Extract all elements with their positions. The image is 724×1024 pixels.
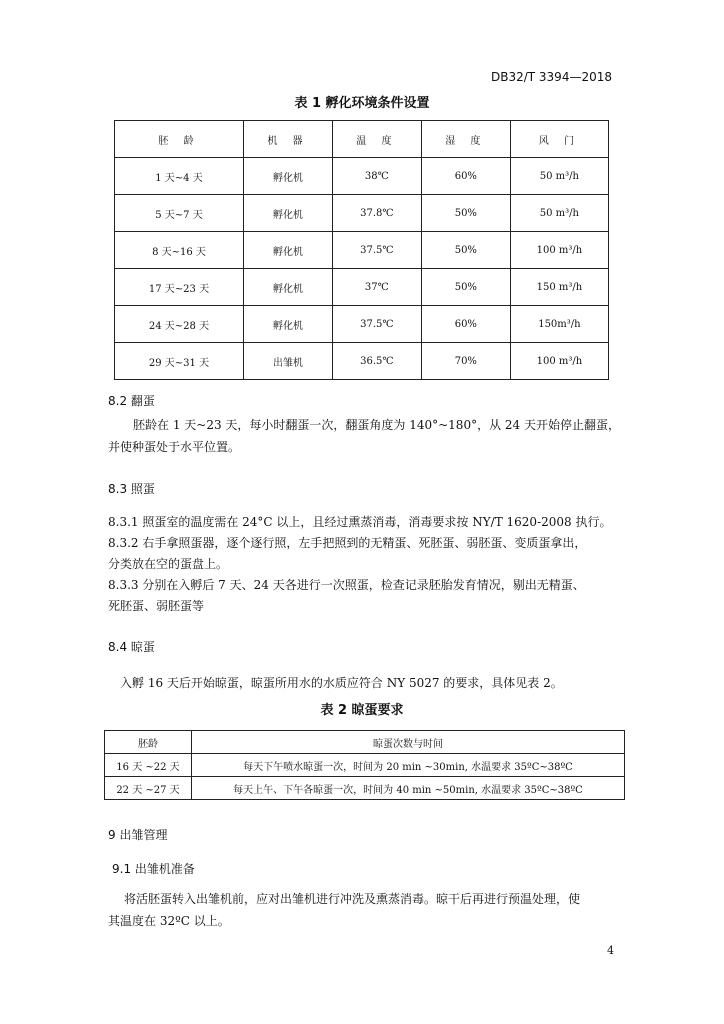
table2-caption: 表 2 晾蛋要求	[320, 703, 404, 718]
table-header-row	[105, 731, 625, 754]
table-cell: 150m³/h	[510, 306, 608, 343]
table-cell: 出雏机	[243, 343, 332, 380]
table-cell: 38℃	[332, 158, 421, 195]
table-cell: 24 天~28 天	[115, 306, 244, 343]
section-8-3-line: 死胚蛋、弱胚蛋等	[108, 599, 205, 613]
table-cell: 孵化机	[243, 158, 332, 195]
table-cell: 70%	[421, 343, 510, 380]
table-cell: 每天上午、下午各晾蛋一次，时间为 40 min ~50min, 水温要求 35ºC~38ºC	[192, 777, 625, 800]
table-row	[105, 777, 625, 800]
header-cell: 风 门	[510, 121, 608, 158]
table1-caption: 表 1 孵化环境条件设置	[294, 96, 430, 111]
table-cell: 22 天 ~27 天	[105, 777, 192, 800]
header-cell: 机 器	[243, 121, 332, 158]
egg-cooling-table	[104, 730, 625, 800]
table-row	[115, 232, 609, 269]
section-9-1-line: 将活胚蛋转入出雏机前，应对出雏机进行冲洗及熏蒸消毒。晾干后再进行预温处理，使	[124, 892, 581, 906]
header-cell: 湿 度	[421, 121, 510, 158]
header-cell: 晾蛋次数与时间	[192, 731, 625, 754]
header-cell: 温 度	[332, 121, 421, 158]
table-cell: 孵化机	[243, 306, 332, 343]
section-8-4-line: 入孵 16 天后开始晾蛋，晾蛋所用水的水质应符合 NY 5027 的要求，具体见表 2。	[120, 676, 563, 690]
section-9-1-line: 其温度在 32ºC 以上。	[108, 914, 230, 928]
incubation-conditions-table	[114, 120, 609, 380]
section-8-3-line: 分类放在空的蛋盘上。	[108, 557, 229, 571]
table-cell: 每天下午喷水晾蛋一次，时间为 20 min ~30min, 水温要求 35ºC~38ºC	[192, 754, 625, 777]
table-cell: 孵化机	[243, 269, 332, 306]
table-cell: 孵化机	[243, 195, 332, 232]
document-number: DB32/T 3394—2018	[490, 70, 612, 84]
section-8-3-line: 8.3.3 分别在入孵后 7 天、24 天各进行一次照蛋，检查记录胚胎发育情况，剔出无精蛋、	[108, 578, 585, 592]
section-8-2-line: 并使种蛋处于水平位置。	[108, 440, 241, 454]
section-8-2-heading: 8.2 翻蛋	[108, 394, 155, 408]
table-cell: 50 m³/h	[510, 158, 608, 195]
table-cell: 孵化机	[243, 232, 332, 269]
table-cell: 50%	[421, 269, 510, 306]
table-row	[115, 269, 609, 306]
table-cell: 17 天~23 天	[115, 269, 244, 306]
table-cell: 8 天~16 天	[115, 232, 244, 269]
table-cell: 50%	[421, 232, 510, 269]
table-row	[115, 158, 609, 195]
table-cell: 5 天~7 天	[115, 195, 244, 232]
section-8-3-line: 8.3.2 右手拿照蛋器，逐个逐行照，左手把照到的无精蛋、死胚蛋、弱胚蛋、变质蛋拿出，	[108, 536, 587, 550]
page-number: 4	[607, 944, 614, 957]
table-row	[115, 306, 609, 343]
table-cell: 150 m³/h	[510, 269, 608, 306]
table-cell: 60%	[421, 158, 510, 195]
table-cell: 1 天~4 天	[115, 158, 244, 195]
table-cell: 37.5℃	[332, 306, 421, 343]
table-cell: 36.5℃	[332, 343, 421, 380]
table-cell: 37.8℃	[332, 195, 421, 232]
table-cell: 60%	[421, 306, 510, 343]
table-cell: 100 m³/h	[510, 343, 608, 380]
section-9-1-heading: 9.1 出雏机准备	[112, 862, 195, 876]
table-cell: 100 m³/h	[510, 232, 608, 269]
section-8-3-line: 8.3.1 照蛋室的温度需在 24°C 以上，且经过熏蒸消毒，消毒要求按 NY/T 1620-2008 执行。	[108, 515, 612, 529]
table-cell: 50 m³/h	[510, 195, 608, 232]
header-cell: 胚龄	[105, 731, 192, 754]
section-8-3-heading: 8.3 照蛋	[108, 482, 155, 496]
section-9-heading: 9 出雏管理	[108, 828, 168, 842]
table-cell: 37℃	[332, 269, 421, 306]
table-header-row	[115, 121, 609, 158]
table-cell: 50%	[421, 195, 510, 232]
table-row	[115, 195, 609, 232]
table-cell: 16 天 ~22 天	[105, 754, 192, 777]
table-row	[115, 343, 609, 380]
table-cell: 37.5℃	[332, 232, 421, 269]
header-cell: 胚 龄	[115, 121, 244, 158]
section-8-2-line: 胚龄在 1 天~23 天，每小时翻蛋一次，翻蛋角度为 140°~180°，从 24 天开始停止翻蛋，	[133, 418, 620, 432]
table-cell: 29 天~31 天	[115, 343, 244, 380]
table-row	[105, 754, 625, 777]
section-8-4-heading: 8.4 晾蛋	[108, 640, 155, 654]
